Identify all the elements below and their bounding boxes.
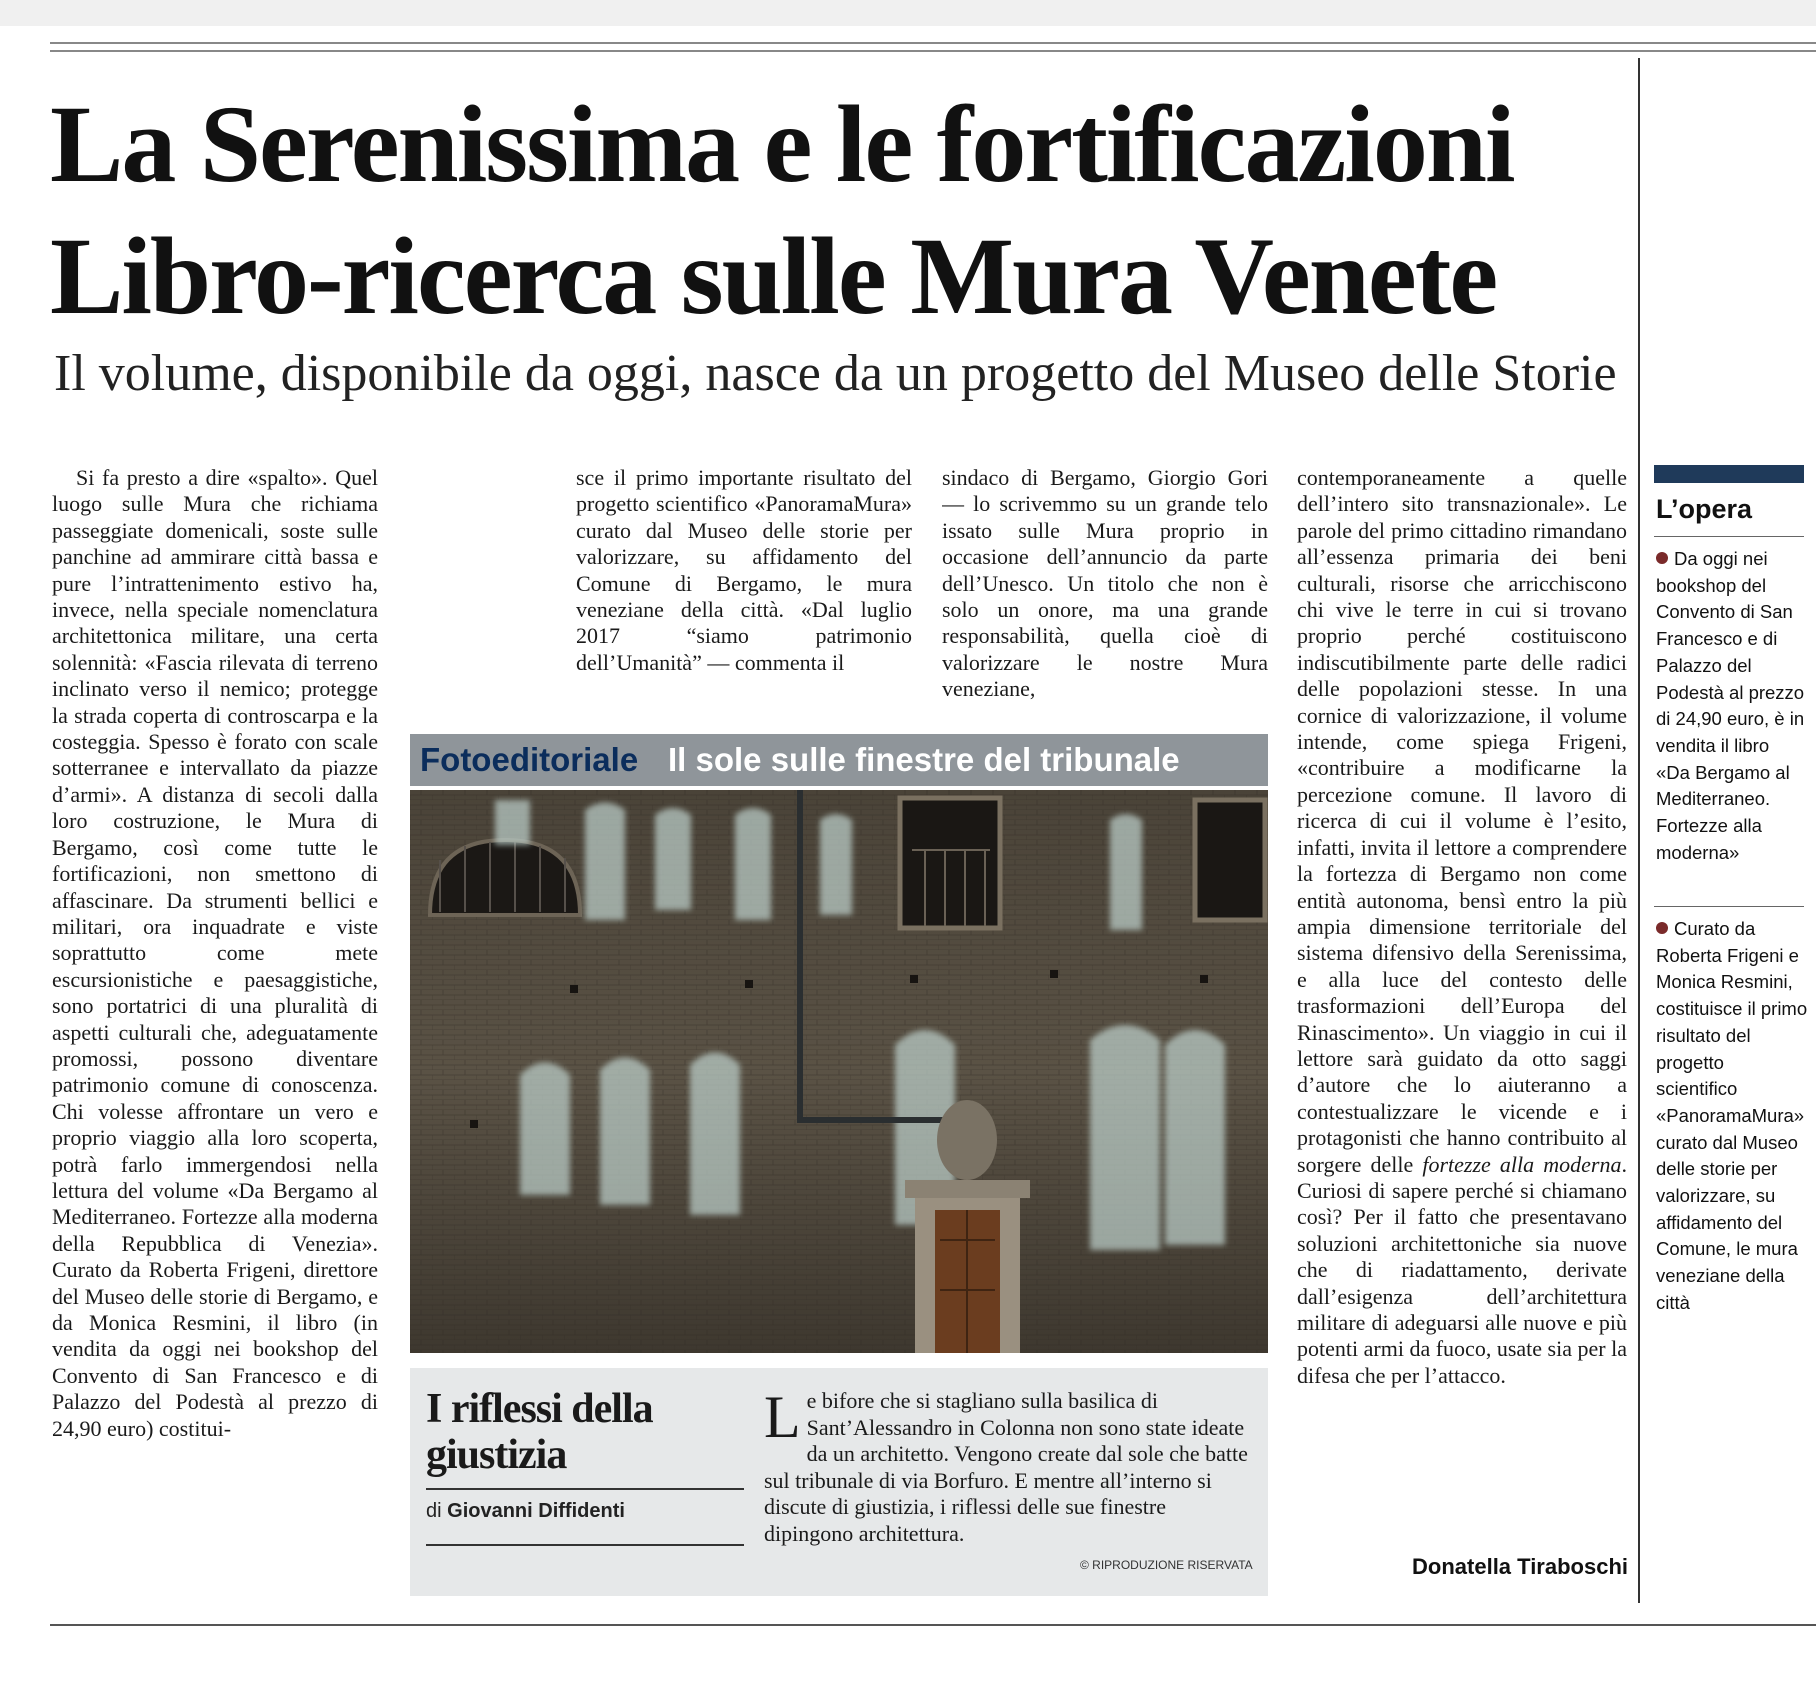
sidebar-color-bar	[1654, 465, 1804, 483]
body-column-4	[1297, 465, 1627, 1610]
photo-kicker: Fotoeditoriale	[420, 741, 639, 778]
col4-text-a: contemporaneamente a quelle dell’intero sito transnazionale». Le parole del primo cittadino rimandano all’essenza primaria dei beni culturali, risorse che arricchiscono chi vive le terre in cui si trovano proprio perché costituiscono indiscutibilmente parte delle radici delle popolazioni stesse. In una cornice di valorizzazione, il volume intende, come spiega Frigeni, «contribuire a modificarne la percezione comune. Il lavoro di ricerca di cui il volume è l’esito, infatti, invita il lettore a comprendere la fortezza di Bergamo non come entità autonoma, bensì entro la più ampia dimensione territoriale del sistema difensivo della Serenissima, e alla luce del contesto delle trasformazioni dell’Europa del Rinascimento». Un viaggio in cui il lettore sarà guidato da otto saggi d’autore che lo aiuteranno a contestualizzare le vicende e i protagonisti che hanno contribuito al sorgere delle	[1297, 465, 1627, 1177]
sidebar-item-text: Curato da Roberta Frigeni e Monica Resmini, costituisce il primo risultato del progetto scientifico «PanoramaMura» curato dal Museo delle storie per valorizzare, su affidamento del Comune, le mura veneziane della città	[1656, 918, 1808, 1313]
sidebar-title: L’opera	[1656, 494, 1753, 524]
photo-title: Il sole sulle finestre del tribunale	[668, 741, 1180, 778]
byline-prefix: di	[426, 1500, 442, 1522]
bullet-icon	[1656, 552, 1668, 564]
sidebar-rule-2	[1654, 906, 1804, 907]
tribunal-wall-photo	[410, 790, 1268, 1353]
photo-editorial-band	[410, 734, 1268, 786]
headline-line-1: La Serenissima e le fortificazioni	[50, 83, 1514, 205]
copyright-notice: © RIPRODUZIONE RISERVATA	[1080, 1558, 1253, 1572]
headline-line-2: Libro-ricerca sulle Mura Venete	[50, 215, 1497, 337]
subheadline: Il volume, disponibile da oggi, nasce da un progetto del Museo delle Storie	[54, 345, 1617, 402]
bottom-rule	[50, 1624, 1816, 1626]
col4-text-b: . Curiosi di sapere perché si chiamano così? Per il fatto che presentavano soluzioni architettoniche sia nuove che di riadattamento, derivate dall’esigenza dell’architettura militare di adeguarsi alle nuove e più potenti armi da fuoco, usate sia per la difesa che per l’attacco.	[1297, 1151, 1627, 1388]
sidebar-rule-1	[1654, 536, 1804, 537]
caption-title: I riflessi della giustizia	[426, 1386, 653, 1478]
caption-text	[764, 1384, 1250, 1547]
body-column-3: sindaco di Bergamo, Giorgio Gori — lo scrivemmo su un grande telo issato sulle Mura proprio in occasione dell’annuncio da parte dell’Unesco. Un titolo che non è solo un onore, ma una grande responsabilità, quella cioè di valorizzare le nostre Mura veneziane,	[942, 465, 1268, 702]
author-byline: Donatella Tiraboschi	[1412, 1554, 1628, 1579]
sidebar-item	[1656, 916, 1808, 1317]
sidebar-divider	[1638, 58, 1640, 1603]
caption-rule-top	[426, 1488, 744, 1490]
bullet-icon	[1656, 922, 1668, 934]
caption-box	[410, 1368, 1268, 1596]
sidebar-item	[1656, 546, 1808, 866]
caption-byline	[426, 1496, 625, 1526]
col4-italic-phrase: fortezze alla moderna	[1422, 1151, 1622, 1177]
caption-rule-bottom	[426, 1544, 744, 1546]
headline	[50, 78, 1630, 342]
sidebar-item-text: Da oggi nei bookshop del Convento di San Francesco e di Palazzo del Podestà al prezzo di 24,90 euro, è in vendita il libro «Da Bergamo al Mediterraneo. Fortezze alla moderna»	[1656, 548, 1805, 863]
body-column-1: Si fa presto a dire «spalto». Quel luogo sulle Mura che richiama passeggiate domenicali, soste sulle panchine ad ammirare città bassa e pure l’intrattenimento estivo ha, invece, nella speciale nomenclatura architettonica militare, una certa solennità: «Fascia rilevata di terreno inclinato verso il nemico; protegge la strada coperta di controscarpa e la costeggia. Spesso è forato con scale sotterranee e intervallato da piazze d’armi». A distanza di secoli dalla loro costruzione, le Mura di Bergamo, così come tutte le fortificazioni, non smettono di affascinare. Da strumenti bellici e militari, ora inquadrate e viste soprattutto come mete escursionistiche e paesaggistiche, sono portatrici di una pluralità di aspetti culturali che, adeguatamente promossi, possono diventare patrimonio comune di conoscenza. Chi volesse affrontare un vero e proprio viaggio alla loro scoperta, potrà farlo immergendosi nella lettura del volume «Da Bergamo al Mediterraneo. Fortezze alla moderna della Repubblica di Venezia». Curato da Roberta Frigeni, direttore del Museo delle storie di Bergamo, e da Monica Resmini, il libro (in vendita da oggi nei bookshop del Convento di San Francesco e di Palazzo del Podestà al prezzo di 24,90 euro) costitui-	[52, 465, 378, 1441]
caption-body: e bifore che si stagliano sulla basilica di Sant’Alessandro in Colonna non sono state ideate da un architetto. Vengono create dal sole che batte sul tribunale di via Borfuro. E mentre all’interno si discute di giustizia, i riflessi delle sue finestre dipingono architettura.	[764, 1388, 1248, 1546]
body-column-2: sce il primo importante risultato del progetto scientifico «PanoramaMura» curato dal Museo delle storie per valorizzare, su affidamento del Comune di Bergamo, le mura veneziane della città. «Dal luglio 2017 “siamo patrimonio dell’Umanità” — commenta il	[576, 465, 912, 675]
top-band	[0, 0, 1816, 26]
drop-cap: L	[764, 1384, 801, 1450]
top-double-rule	[50, 42, 1816, 52]
photographer-name: Giovanni Diffidenti	[447, 1500, 625, 1522]
